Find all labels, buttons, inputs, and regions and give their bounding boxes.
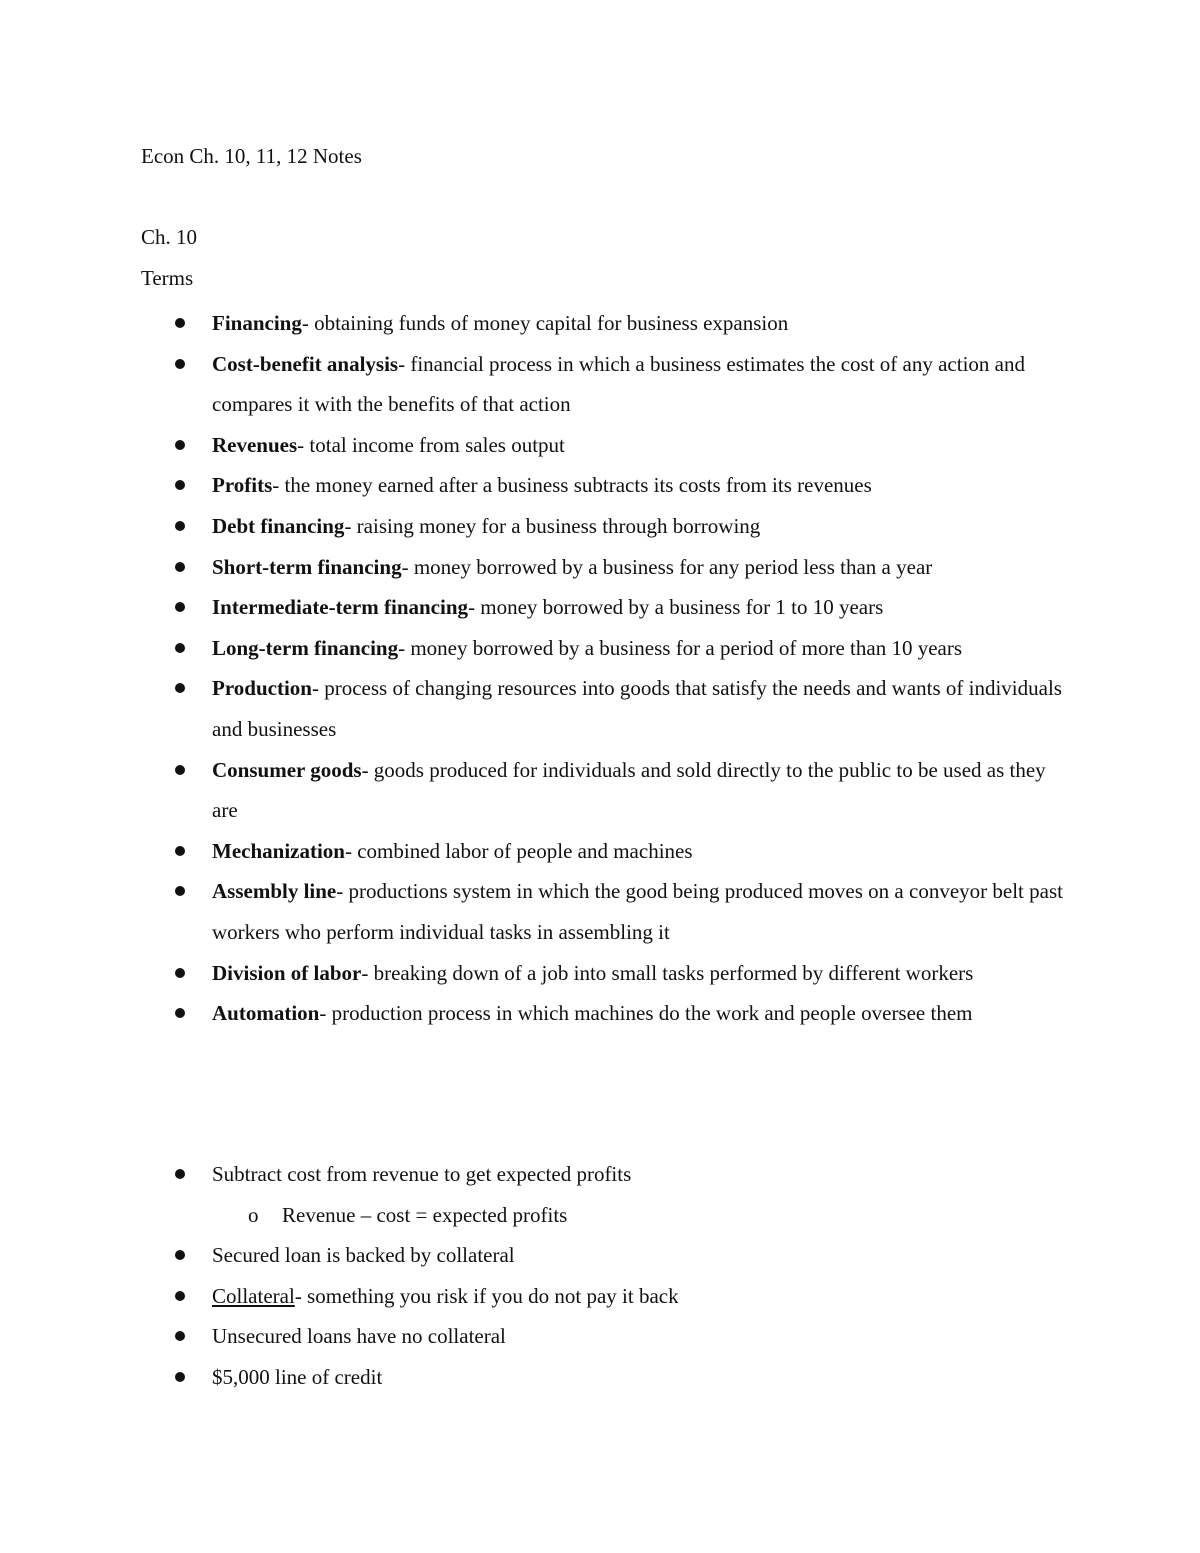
note-text: $5,000 line of credit	[212, 1364, 383, 1389]
bullet-icon	[175, 480, 185, 490]
term-name: Cost-benefit analysis	[212, 351, 399, 376]
collateral-term: Collateral	[212, 1283, 295, 1308]
note-item-line-of-credit	[141, 1357, 1071, 1398]
term-item-assembly-line	[141, 871, 1071, 952]
term-item-intermediate-term-financing	[141, 587, 1071, 628]
bullet-icon	[175, 318, 185, 328]
bullet-icon	[175, 886, 185, 896]
term-name: Financing	[212, 311, 302, 335]
term-name: Revenues	[212, 432, 298, 457]
note-item-collateral	[141, 1276, 1071, 1317]
term-item-short-term-financing	[141, 547, 1071, 588]
term-name: Automation	[212, 1001, 320, 1026]
term-definition: - money borrowed by a business for 1 to 10 years	[468, 595, 884, 620]
term-item-revenues	[141, 425, 1071, 466]
note-item-unsecured-loans	[141, 1316, 1071, 1357]
bullet-icon	[175, 968, 185, 978]
term-item-automation	[141, 993, 1071, 1034]
term-name: Intermediate-term financing	[212, 595, 469, 620]
note-text: Secured loan is backed by collateral	[212, 1243, 515, 1268]
term-name: Production	[212, 676, 312, 701]
bullet-icon	[175, 521, 185, 531]
term-item-profits	[141, 465, 1071, 506]
bullet-icon	[175, 1372, 185, 1382]
term-definition: - financial process in which a business estimates the cost of any action and compares it with the benefits of that action	[212, 351, 1025, 417]
term-name: Short-term financing	[212, 554, 402, 579]
terms-list	[141, 303, 1071, 1034]
chapter-heading: Ch. 10	[141, 225, 198, 249]
term-definition: - obtaining funds of money capital for business expansion	[301, 311, 789, 335]
note-text: - something you risk if you do not pay it back	[294, 1283, 679, 1308]
term-item-financing	[141, 303, 1071, 344]
term-name: Profits	[212, 473, 273, 498]
bullet-icon	[175, 846, 185, 856]
term-item-long-term-financing	[141, 628, 1071, 669]
bullet-icon	[175, 440, 185, 450]
note-text: Revenue – cost = expected profits	[282, 1202, 568, 1227]
note-subitem-profits-formula	[141, 1195, 1071, 1236]
term-item-debt-financing	[141, 506, 1071, 547]
document-title: Econ Ch. 10, 11, 12 Notes	[141, 144, 362, 168]
bullet-icon	[175, 643, 185, 653]
term-item-production	[141, 668, 1071, 749]
note-item-profits-rule	[141, 1154, 1071, 1195]
bullet-icon	[175, 1008, 185, 1018]
term-item-division-of-labor	[141, 953, 1071, 994]
term-definition: - production process in which machines do the work and people oversee them	[319, 1001, 973, 1026]
term-definition: - the money earned after a business subtracts its costs from its revenues	[272, 473, 872, 498]
note-text: Subtract cost from revenue to get expected profits	[212, 1162, 632, 1186]
bullet-icon	[175, 359, 185, 369]
bullet-icon	[175, 562, 185, 572]
terms-label: Terms	[141, 266, 194, 290]
term-item-consumer-goods	[141, 750, 1071, 831]
note-text: Unsecured loans have no collateral	[212, 1324, 506, 1349]
term-name: Long-term financing	[212, 635, 399, 660]
term-definition: - money borrowed by a business for a period of more than 10 years	[398, 635, 963, 660]
bullet-icon	[175, 1331, 185, 1341]
hollow-bullet-icon: o	[248, 1202, 259, 1227]
term-definition: - raising money for a business through borrowing	[344, 513, 761, 538]
bullet-icon	[175, 683, 185, 693]
term-name: Debt financing	[212, 513, 345, 538]
bullet-icon	[175, 1250, 185, 1260]
term-definition: - total income from sales output	[297, 432, 565, 457]
term-definition: - productions system in which the good being produced moves on a conveyor belt past workers who perform individual tasks in assembling it	[212, 879, 1063, 944]
term-name: Consumer goods	[212, 757, 362, 782]
term-name: Mechanization	[212, 838, 345, 863]
term-item-cost-benefit-analysis	[141, 344, 1071, 425]
term-definition: - goods produced for individuals and sold directly to the public to be used as they are	[212, 757, 1046, 823]
bullet-icon	[175, 1291, 185, 1301]
bullet-icon	[175, 765, 185, 775]
notes-list	[141, 1154, 1071, 1398]
bullet-icon	[175, 602, 185, 612]
term-definition: - breaking down of a job into small tasks performed by different workers	[361, 960, 974, 985]
note-item-secured-loan	[141, 1235, 1071, 1276]
term-name: Division of labor	[212, 960, 362, 985]
term-definition: - combined labor of people and machines	[344, 838, 693, 863]
term-item-mechanization	[141, 831, 1071, 872]
term-name: Assembly line	[212, 879, 337, 904]
term-definition: - money borrowed by a business for any period less than a year	[401, 554, 933, 579]
term-definition: - process of changing resources into goods that satisfy the needs and wants of individuals and businesses	[212, 676, 1062, 741]
bullet-icon	[175, 1169, 185, 1179]
